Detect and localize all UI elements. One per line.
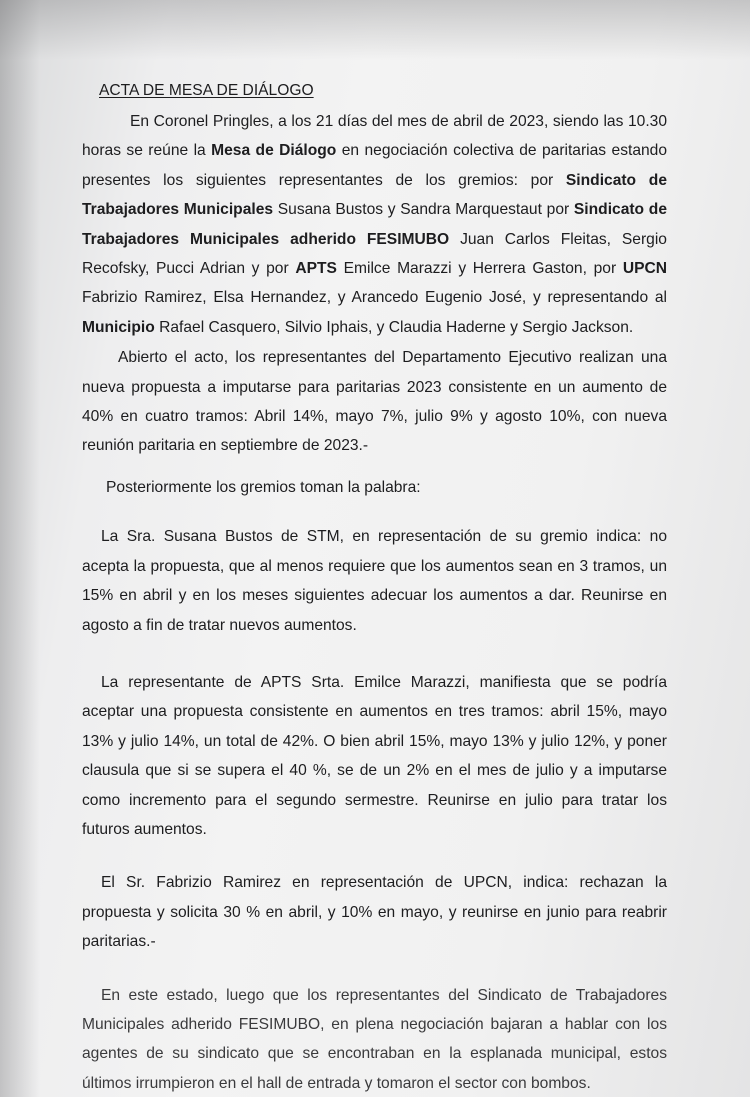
paragraph-unions-speak: Posteriormente los gremios toman la palabra: (106, 478, 421, 496)
paragraph-apts: La representante de APTS Srta. Emilce Marazzi, manifiesta que se podría aceptar una propuesta consistente en aumentos en tres tramos: abril 15%, mayo 13% y julio 14%, un total de 42%. O bien abril 15%, mayo 13% y julio 12%, y poner clausula que si se supera el 40 %, se de un 2% en el mes de julio y a imputarse como incremento para el segundo sermestre. Reunirse en julio para tratar los futuros aumentos. (82, 673, 667, 838)
bold-run: Sindicato de Trabajadores Municipales (82, 171, 667, 219)
text-run: Emilce Marazzi y Herrera Gaston, por (336, 260, 623, 278)
text-run: En Coronel Pringles, a los 21 días del mes de abril de 2023, siendo las 10.30 horas se reúne la (82, 113, 667, 160)
page-shadow-top (0, 0, 750, 60)
text-run: Fabrizio Ramirez, Elsa Hernandez, y Arancedo Eugenio José, y representando al (82, 289, 667, 307)
text-run: en negociación colectiva de paritarias estando presentes los siguientes representantes de los gremios: por (82, 142, 668, 189)
bold-run: Municipio (82, 318, 155, 336)
document-title: ACTA DE MESA DE DIÁLOGO (99, 82, 314, 99)
page-shadow-left (0, 0, 40, 1097)
bold-run: UPCN (622, 260, 667, 278)
paragraph-proposal: Abierto el acto, los representantes del Departamento Ejecutivo realizan una nueva propuesta a imputarse para paritarias 2023 consistente en un aumento de 40% en cuatro tramos: Abril 14%, mayo 7%, julio 9% y agosto 10%, con nueva reunión paritaria en septiembre de 2023.- (82, 349, 667, 455)
document-body (82, 76, 667, 1097)
text-run: Susana Bustos y Sandra Marquestaut por (273, 201, 574, 219)
bold-run: Mesa de Diálogo (211, 142, 337, 160)
paragraph-upcn: El Sr. Fabrizio Ramirez en representación de UPCN, indica: rechazan la propuesta y solicita 30 % en abril, y 10% en mayo, y reunirse en junio para reabrir paritarias.- (82, 874, 667, 951)
text-run: Rafael Casquero, Silvio Iphais, y Claudia Haderne y Sergio Jackson. (154, 318, 634, 336)
paragraph-stm: La Sra. Susana Bustos de STM, en representación de su gremio indica: no acepta la propuesta, que al menos requiere que los aumentos sean en 3 tramos, un 15% en abril y en los meses siguientes adecuar los aumentos a dar. Reunirse en agosto a fin de tratar nuevos aumentos. (82, 528, 667, 634)
text-run: Juan Carlos Fleitas, Sergio Recofsky, Pucci Adrian y por (82, 230, 667, 278)
paragraph-opening (82, 107, 667, 342)
bold-run: APTS (295, 260, 337, 278)
paragraph-fesimubo: En este estado, luego que los representantes del Sindicato de Trabajadores Municipales adherido FESIMUBO, en plena negociación bajaran a hablar con los agentes de su sindicato que se encontraban en la esplanada municipal, estos últimos irrumpieron en el hall de entrada y tomaron el sector con bombos. (82, 986, 667, 1092)
bold-run: Sindicato de Trabajadores Municipales adherido FESIMUBO (82, 201, 667, 248)
